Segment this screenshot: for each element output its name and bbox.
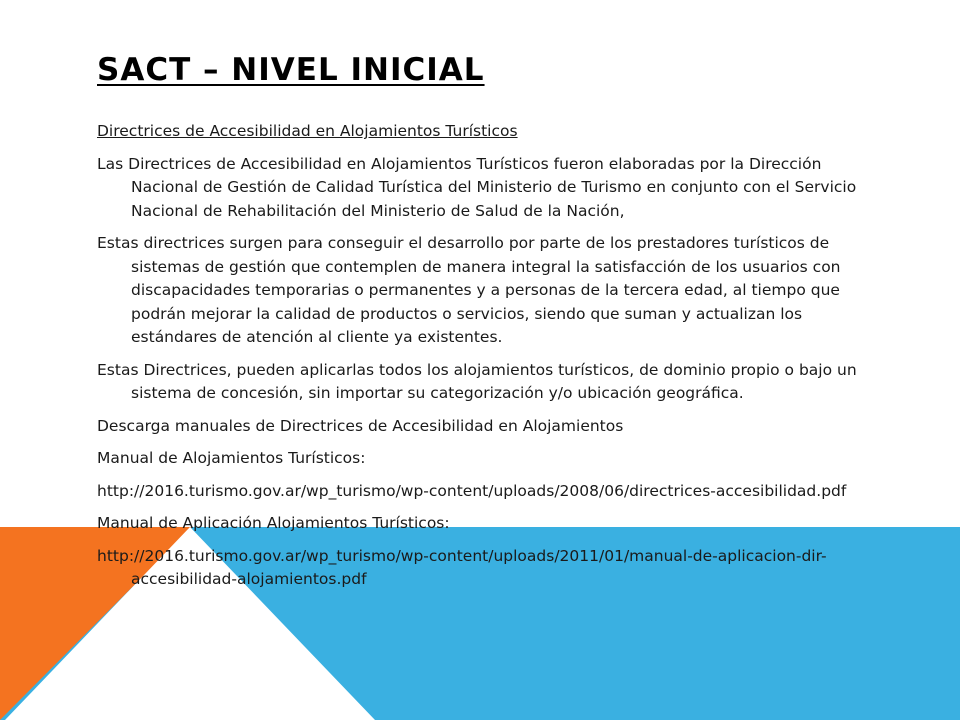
slide-body: [97, 120, 867, 601]
manual2-label: Manual de Aplicación Alojamientos Turísticos:: [97, 514, 450, 532]
paragraph-2: Estas directrices surgen para conseguir el desarrollo por parte de los prestadores turísticos de sistemas de gestión que contemplen de manera integral la satisfacción de los usuarios con discapacidades temporarias o permanentes y a personas de la tercera edad, al tiempo que podrán mejorar la calidad de productos o servicios, siendo que suman y actualizan los estándares de atención al cliente ya existentes.: [97, 234, 841, 346]
slide-title: SACT – NIVEL INICIAL: [97, 52, 485, 88]
manual1-link[interactable]: http://2016.turismo.gov.ar/wp_turismo/wp-content/uploads/2008/06/directrices-accesibilidad.pdf: [97, 481, 847, 500]
paragraph-1: Las Directrices de Accesibilidad en Alojamientos Turísticos fueron elaboradas por la Dirección Nacional de Gestión de Calidad Turística del Ministerio de Turismo en conjunto con el Servicio Nacional de Rehabilitación del Ministerio de Salud de la Nación,: [97, 154, 857, 220]
downloads-heading: Descarga manuales de Directrices de Accesibilidad en Alojamientos: [97, 416, 624, 435]
subtitle: Directrices de Accesibilidad en Alojamientos Turísticos: [97, 122, 518, 140]
paragraph-3: Estas Directrices, pueden aplicarlas todos los alojamientos turísticos, de dominio propio o bajo un sistema de concesión, sin importar su categorización y/o ubicación geográfica.: [97, 360, 857, 402]
manual1-label: Manual de Alojamientos Turísticos:: [97, 449, 366, 467]
manual2-link[interactable]: http://2016.turismo.gov.ar/wp_turismo/wp-content/uploads/2011/01/manual-de-aplicacion-dir-accesibilidad-alojamientos.pdf: [97, 546, 827, 588]
